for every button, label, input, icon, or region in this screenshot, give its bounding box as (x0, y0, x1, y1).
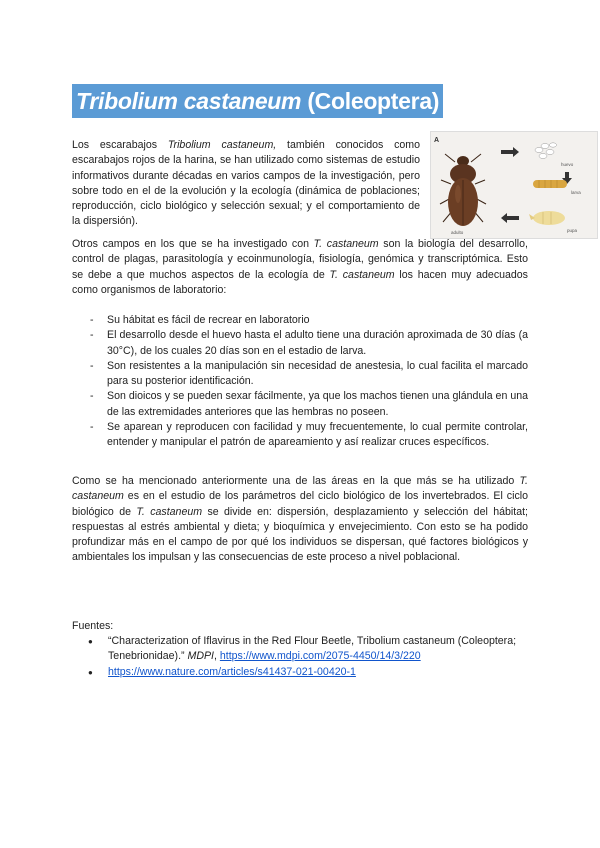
reference-item (72, 665, 528, 680)
intro-text-cont: también conocidos como escarabajos rojos de la harina, se han utilizado como sistemas de estudio informativos durante décadas en varios campos de la investigación, pero sobre todo en el de la evolución y la ecología (dinámica de poblaciones; reproducción, ciclo biológico y selección sexual; y el comportamiento de la dispersión). (72, 139, 421, 228)
title-order: (Coleoptera) (307, 88, 440, 114)
adult-label: adulto (451, 230, 464, 235)
sources-heading: Fuentes: (72, 620, 114, 632)
reference-text: “Characterization of Iflavirus in the Red Flour Beetle, Tribolium castaneum (Coleoptera; Tenebrionidae).” (108, 635, 517, 663)
life-cycle-paragraph (72, 474, 528, 566)
reference-link-mdpi[interactable]: https://www.mdpi.com/2075-4450/14/3/220 (219, 650, 421, 663)
reference-link-nature[interactable]: https://www.nature.com/articles/s41437-021-00420-1 (108, 665, 356, 678)
reference-item (72, 634, 528, 665)
species-name: T. castaneum (329, 268, 395, 281)
species-name: T. castaneum (136, 505, 203, 518)
intro-paragraph (72, 138, 420, 230)
reference-journal: MDPI (187, 650, 214, 663)
cycle-text: Como se ha mencionado anteriormente una de las áreas en la que más se ha utilizado (72, 475, 520, 487)
list-item: - Se aparean y reproducen con facilidad y muy frecuentemente, lo cual permite controlar, entender y manipular el patrón de apareamiento y así realizar cruces específicos. (72, 420, 528, 451)
cycle-text-cont: es en el estudio de los parámetros del ciclo biológico de los invertebrados. El ciclo biológico de (72, 490, 528, 518)
intro-text: Los escarabajos (72, 139, 168, 151)
egg-label: huevo (561, 162, 574, 167)
cycle-text-end: se divide en: dispersión, desplazamiento y selección del hábitat; respuestas al estrés ambiental y dieta; y bioquímica y envejecimiento. Con esto se ha podido profundizar más en el campo de por qué los individuos se dispersan, qué factores biológicos y ambientales los impulsan y las consecuencias de este proceso a nivel poblacional. (72, 505, 528, 564)
list-item: - Su hábitat es fácil de recrear en laboratorio (72, 313, 528, 328)
title-species: Tribolium castaneum (76, 88, 302, 114)
page-title (72, 84, 443, 118)
life-cycle-illustration (431, 132, 597, 238)
species-name: T. castaneum (313, 238, 379, 250)
species-name: Tribolium castaneum, (167, 139, 277, 151)
larva-label: larva (571, 190, 581, 195)
fields-text: Otros campos en los que se ha investigado con (72, 238, 314, 250)
sources-list (72, 634, 528, 680)
pupa-label: pupa (567, 228, 578, 233)
fields-text-end: los hacen muy adecuados como organismos de laboratorio: (72, 268, 528, 296)
reference-separator: , (213, 650, 220, 663)
list-item: - Son dioicos y se pueden sexar fácilmente, ya que los machos tienen una glándula en una de las extremidades anteriores que las hembras no poseen. (72, 389, 528, 420)
figure-panel-label: A (434, 137, 440, 144)
research-fields-paragraph (72, 237, 528, 298)
list-item: - Son resistentes a la manipulación sin necesidad de anestesia, lo cual facilita el marcado para su posterior identificación. (72, 359, 528, 390)
fields-text-cont: son la biología del desarrollo, control de plagas, parasitología y ecoinmunología, fisiología, genómica y transcriptómica. Esto se debe a que muchos aspectos de la ecología de (72, 238, 528, 281)
life-cycle-figure (430, 131, 598, 239)
lab-features-list (72, 313, 528, 451)
species-name: T. castaneum (72, 475, 528, 503)
list-item: - El desarrollo desde el huevo hasta el adulto tiene una duración aproximada de 30 días (a 30°C), de los cuales 20 días son en el estadio de larva. (72, 328, 528, 359)
